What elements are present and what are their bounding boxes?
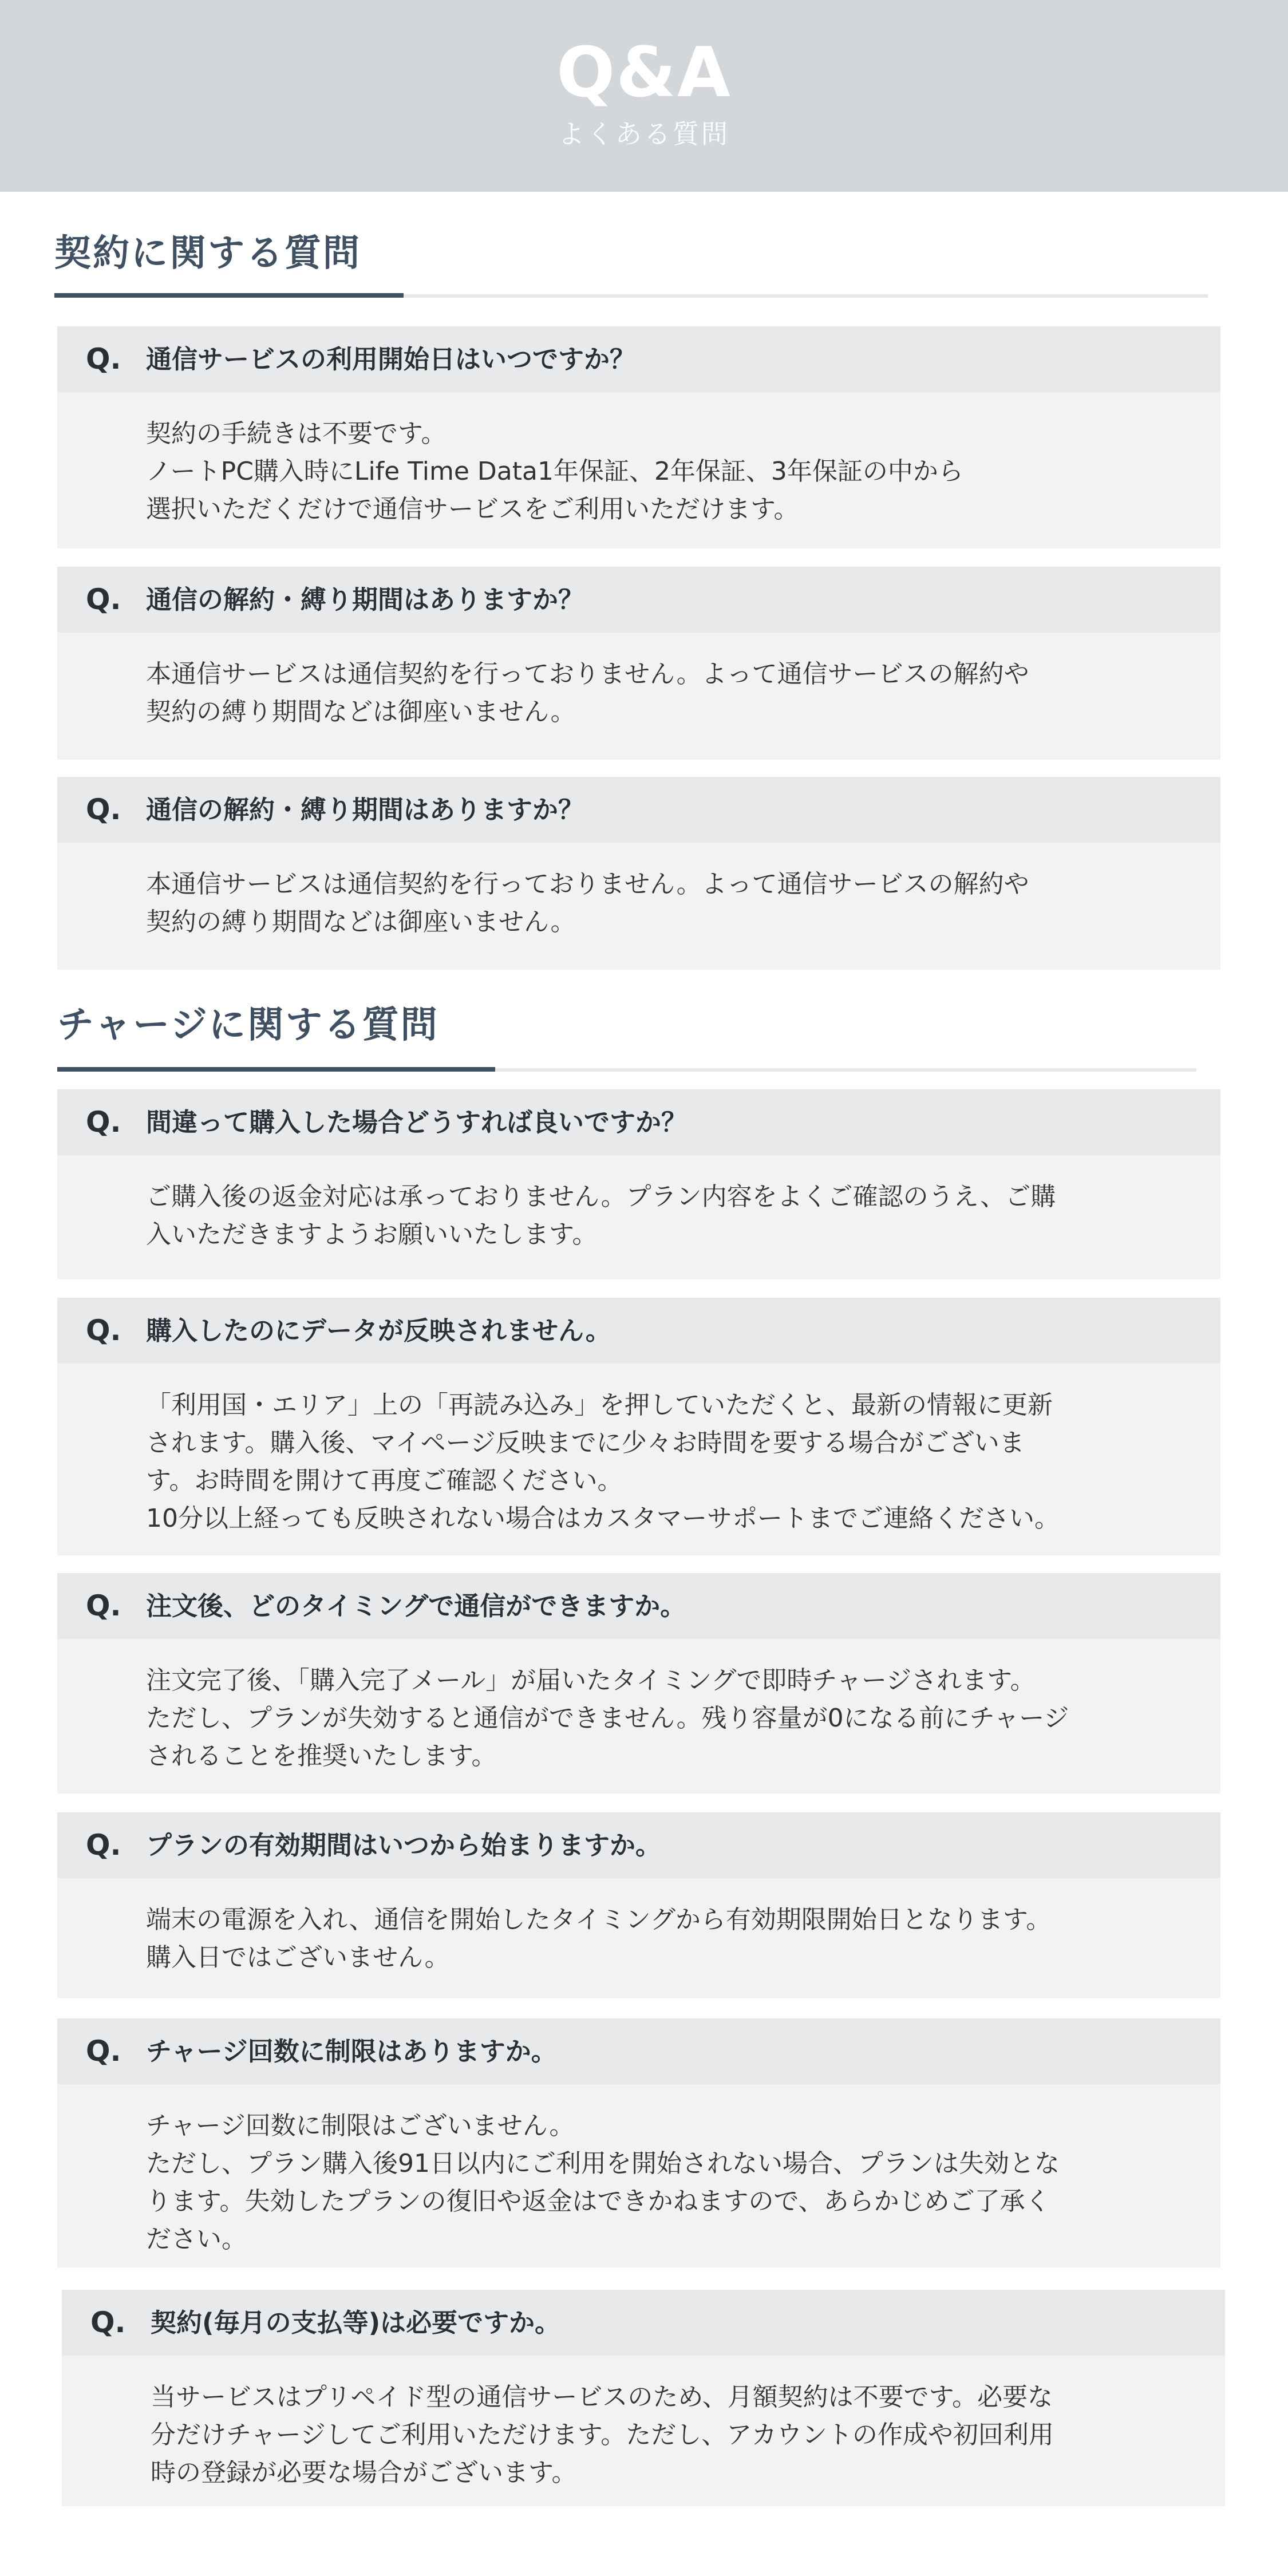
section-divider-accent (54, 293, 404, 298)
section-divider-accent (57, 1067, 495, 1072)
faq-answer-box (57, 1155, 1220, 1279)
faq-question: プランの有効期間はいつから始まりますか。 (146, 1830, 662, 1860)
faq-answer: 端末の電源を入れ、通信を開始したタイミングから有効期限開始日となります。 購入日ではございません。 (146, 1905, 1052, 1972)
question-mark: Q. (86, 583, 121, 616)
faq-answer-box (57, 633, 1220, 760)
faq-answer-box (57, 1364, 1220, 1555)
faq-answer-box (57, 1639, 1220, 1793)
faq-answer: 当サービスはプリペイド型の通信サービスのため、月額契約は不要です。必要な 分だけチャージしてご利用いただけます。ただし、アカウントの作成や初回利用 時の登録が必要な場合がございます。 (151, 2383, 1054, 2487)
question-mark: Q. (86, 1589, 121, 1622)
faq-answer-box (57, 843, 1220, 970)
faq-question-bar[interactable] (62, 2290, 1225, 2356)
faq-answer-box (62, 2356, 1225, 2506)
faq-question: 契約(毎月の支払等)は必要ですか。 (151, 2308, 561, 2338)
faq-question-bar[interactable] (57, 567, 1220, 633)
page-subtitle: よくある質問 (558, 118, 730, 149)
faq-item[interactable] (57, 1812, 1220, 1998)
faq-item[interactable] (62, 2290, 1225, 2506)
faq-question-bar[interactable] (57, 1298, 1220, 1364)
section-title: チャージに関する質問 (57, 1004, 439, 1046)
faq-item[interactable] (57, 777, 1220, 970)
section-contract (54, 228, 1208, 308)
page-title: Q&A (556, 33, 732, 113)
faq-answer-box (57, 1878, 1220, 1998)
faq-answer: 「利用国・エリア」上の「再読み込み」を押していただくと、最新の情報に更新 されます。購入後、マイページ反映までに少々お時間を要する場合がございま す。お時間を開けて再度ご確認ください。 10分以上経っても反映されない場合はカスタマーサポートまでご連絡ください。 (146, 1390, 1060, 1533)
faq-question-bar[interactable] (57, 777, 1220, 843)
faq-item[interactable] (57, 1298, 1220, 1555)
faq-question: 通信サービスの利用開始日はいつですか？ (146, 344, 636, 374)
faq-item[interactable] (57, 567, 1220, 760)
faq-answer: ご購入後の返金対応は承っておりません。プラン内容をよくご確認のうえ、ご購 入いただきますようお願いいたします。 (146, 1182, 1056, 1249)
faq-answer-box (57, 2084, 1220, 2267)
question-mark: Q. (90, 2306, 126, 2339)
faq-answer: 本通信サービスは通信契約を行っておりません。よって通信サービスの解約や 契約の縛り期間などは御座いません。 (146, 870, 1029, 937)
faq-question-bar[interactable] (57, 1812, 1220, 1878)
faq-item[interactable] (57, 326, 1220, 548)
faq-answer-box (57, 392, 1220, 548)
faq-question: 購入したのにデータが反映されません。 (146, 1315, 611, 1346)
section-title: 契約に関する質問 (54, 232, 361, 275)
faq-item[interactable] (57, 1089, 1220, 1279)
faq-question-bar[interactable] (57, 1573, 1220, 1639)
faq-question-bar[interactable] (57, 2018, 1220, 2084)
faq-question-bar[interactable] (57, 1089, 1220, 1155)
question-mark: Q. (86, 1105, 121, 1139)
question-mark: Q. (86, 2034, 121, 2068)
question-mark: Q. (86, 342, 121, 376)
faq-question: チャージ回数に制限はありますか。 (146, 2036, 557, 2067)
faq-item[interactable] (57, 2018, 1220, 2267)
question-mark: Q. (86, 1828, 121, 1862)
question-mark: Q. (86, 793, 121, 826)
question-mark: Q. (86, 1314, 121, 1347)
faq-item[interactable] (57, 1573, 1220, 1793)
faq-question: 通信の解約・縛り期間はありますか？ (146, 795, 584, 825)
faq-answer: チャージ回数に制限はございません。 ただし、プラン購入後91日以内にご利用を開始されない場合、プランは失効とな ります。失効したプランの復旧や返金はできかねますので、あらかじめご了承く ださい。 (146, 2111, 1060, 2254)
faq-answer: 契約の手続きは不要です。 ノートPC購入時にLife Time Data1年保証、2年保証、3年保証の中から 選択いただくだけで通信サービスをご利用いただけます。 (146, 419, 963, 524)
faq-question: 間違って購入した場合どうすれば良いですか？ (146, 1107, 688, 1137)
faq-question: 注文後、どのタイミングで通信ができますか。 (146, 1591, 686, 1621)
section-charge (57, 999, 1208, 1080)
faq-question-bar[interactable] (57, 326, 1220, 392)
faq-answer: 本通信サービスは通信契約を行っておりません。よって通信サービスの解約や 契約の縛り期間などは御座いません。 (146, 659, 1029, 726)
page-header (0, 0, 1288, 192)
faq-answer: 注文完了後、「購入完了メール」が届いたタイミングで即時チャージされます。 ただし、プランが失効すると通信ができません。残り容量が0になる前にチャージ されることを推奨いたします。 (146, 1666, 1069, 1771)
faq-question: 通信の解約・縛り期間はありますか？ (146, 584, 584, 615)
